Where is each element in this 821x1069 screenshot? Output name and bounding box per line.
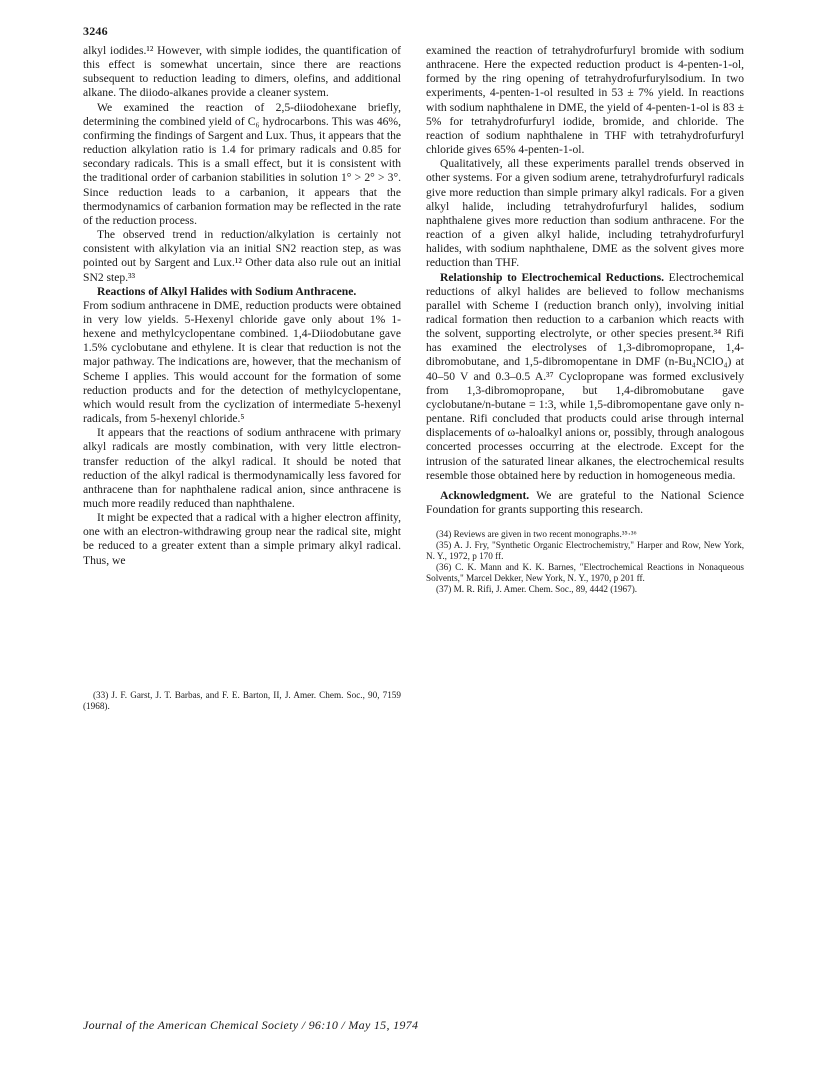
acknowledgment-heading: Acknowledgment. xyxy=(440,488,530,502)
paragraph xyxy=(426,489,744,517)
journal-footer: Journal of the American Chemical Society / 96:10 / May 15, 1974 xyxy=(83,1018,419,1032)
section-heading: Reactions of Alkyl Halides with Sodium Anthracene. xyxy=(97,284,357,298)
footnote: (35) A. J. Fry, "Synthetic Organic Electrochemistry," Harper and Row, New York, N. Y., 1972, p 170 ff. xyxy=(426,540,744,562)
footnotes-right xyxy=(426,529,744,595)
footnote: (37) M. R. Rifi, J. Amer. Chem. Soc., 89, 4442 (1967). xyxy=(436,584,638,595)
section-heading: Relationship to Electrochemical Reductions. xyxy=(440,270,665,284)
paragraph-text: We are grateful to the National Science Foundation for grants supporting this research. xyxy=(426,488,744,516)
left-column xyxy=(83,44,401,568)
paragraph: From sodium anthracene in DME, reduction products were obtained in very low yields. 5-Hexenyl chloride gave only about 1% 1-hexene and methylcyclopentane combined. 1,4-Diiodobutane gave 1.5% cyclobutane and ethylene. It is clear that reduction is not the major pathway. The indications are, however, that the mechanism of Scheme I applies. This would account for the formation of some reduction products and for the detection of methylcyclopentane, which would result from the cyclization of intermediate 5-hexenyl radicals, from 5-hexenyl chloride.⁵ xyxy=(83,298,401,426)
paragraph: Qualitatively, all these experiments parallel trends observed in other systems. For a given sodium arene, tetrahydrofurfuryl radicals give more reduction than simple primary alkyl radicals. For a given alkyl halide, including tetrahydrofurfuryl halides, sodium naphthalene gives more reduction than sodium anthracene. For the reaction of a given alkyl halide, including tetrahydrofurfuryl halides, with sodium naphthalene, DME as the solvent gives more reduction than THF. xyxy=(426,157,744,270)
page-number: 3246 xyxy=(83,24,108,38)
paragraph: The observed trend in reduction/alkylation is certainly not consistent with alkylation via an initial SN2 reaction step, as was pointed out by Sargent and Lux.¹² Other data also rule out an initial SN2 step.³³ xyxy=(83,228,401,284)
paragraph xyxy=(426,271,744,483)
paragraph: It appears that the reactions of sodium anthracene with primary alkyl radicals are mostly combination, with very little electron-transfer reduction of the alkyl radical. It should be noted that reduction of the alkyl radical is thermodynamically less favored for anthracene than for naphthalene radical anion, since anthracene is much more readily reduced than naphthalene. xyxy=(83,426,401,510)
paragraph xyxy=(83,285,401,299)
paragraph-text: Electrochemical reductions of alkyl halides are believed to follow mechanisms parallel with Scheme I (reduction branch only), involving initial radical formation then reduction to a carbanion which reacts with the solvent, supporting electrolyte, or other species present.³⁴ Rifi has examined the electrolyses of 1,3-dibromopropane, 1,4-dibromobutane, and 1,5-dibromopentane in DMF (n-Bu₄NClO₄) at 40–50 V and 0.3–0.5 A.³⁷ Cyclopropane was formed exclusively from 1,3-dibromopropane, but 1,4-dibromobutane gave cyclobutane/n-butane = 1:3, while 1,5-dibromopentane gave only n-pentane. Rifi concluded that products could arise through internal displacements of ω-haloalkyl anions or, possibly, through analogous concerted processes occurring at the electrode. Except for the intrusion of the saturated linear alkanes, the electrochemical results resemble those obtained here by reduction in homogeneous media. xyxy=(426,270,744,482)
paragraph: alkyl iodides.¹² However, with simple iodides, the quantification of this effect is somewhat uncertain, since there are reactions subsequent to reduction leading to dimers, olefins, and additional alkane. The diiodo-alkanes provide a cleaner system. xyxy=(83,44,401,100)
footnotes-left xyxy=(83,690,401,712)
footnote: (33) J. F. Garst, J. T. Barbas, and F. E. Barton, II, J. Amer. Chem. Soc., 90, 7159 (1968). xyxy=(83,690,401,711)
paragraph: We examined the reaction of 2,5-diiodohexane briefly, determining the combined yield of C₆ hydrocarbons. This was 46%, confirming the findings of Sargent and Lux. Thus, it appears that the reduction alkylation ratio is 1.4 for primary radicals and 0.85 for secondary radicals. This is a small effect, but it is consistent with the traditional order of carbanion stabilities in solution 1° > 2° > 3°. Since reduction leads to a carbanion, it appears that the thermodynamics of carbanion formation may be reflected in the rate of the reduction process. xyxy=(83,100,402,227)
paragraph: It might be expected that a radical with a higher electron affinity, one with an electron-withdrawing group near the radical site, might be reduced to a greater extent than a simple primary alkyl radical. Thus, we xyxy=(83,511,401,567)
right-column xyxy=(426,44,744,595)
footnote: (36) C. K. Mann and K. K. Barnes, "Electrochemical Reactions in Nonaqueous Solvents," Marcel Dekker, New York, N. Y., 1970, p 201 ff. xyxy=(426,562,744,584)
paragraph: examined the reaction of tetrahydrofurfuryl bromide with sodium anthracene. Here the expected reduction product is 4-penten-1-ol, formed by the ring opening of tetrahydrofurfurylsodium. In two experiments, 4-penten-1-ol resulted in 53 ± 7% yield. In reactions with sodium naphthalene in DME, the yield of 4-penten-1-ol is 83 ± 5% for tetrahydrofurfuryl iodide, bromide, and chloride. The reaction of sodium naphthalene in THF with tetrahydrofurfuryl chloride gives 65% 4-penten-1-ol. xyxy=(426,44,744,157)
footnote: (34) Reviews are given in two recent monographs.³⁵·³⁶ xyxy=(436,529,637,540)
